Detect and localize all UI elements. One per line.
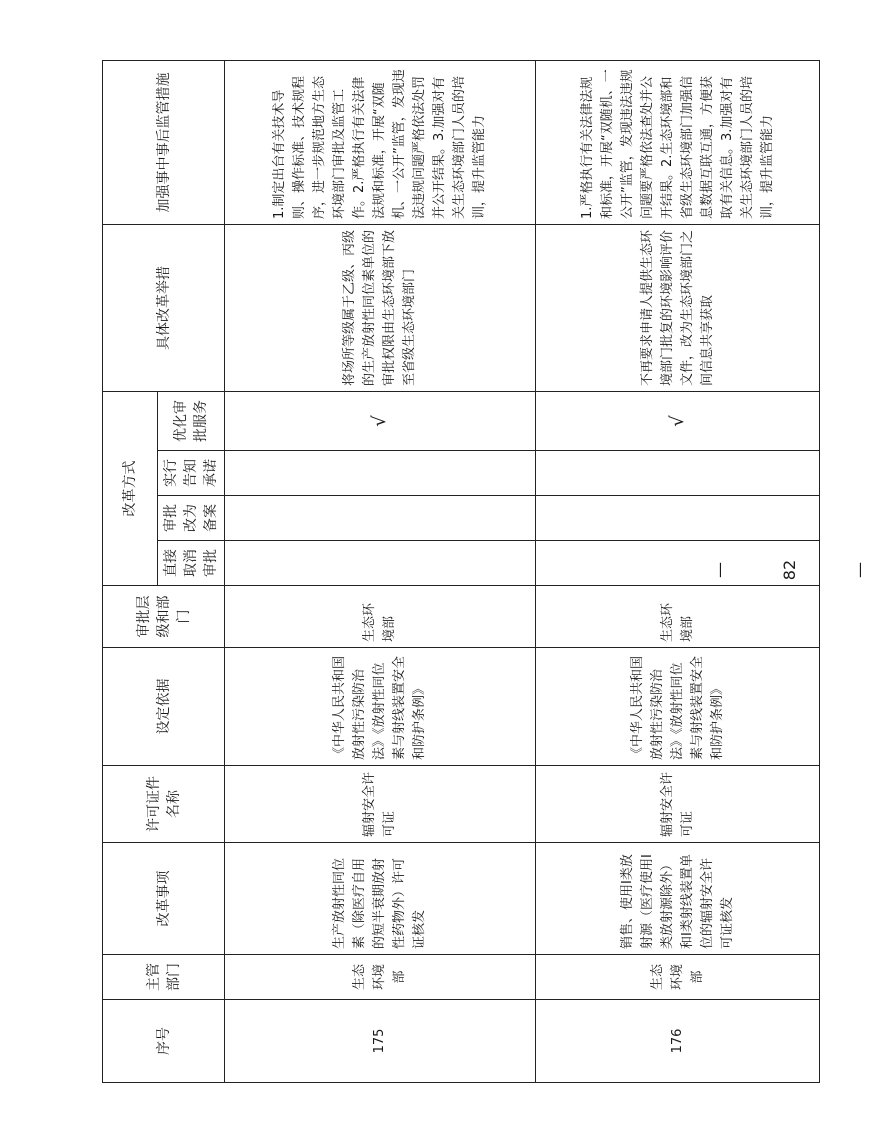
cell-optimize-check: √ bbox=[536, 392, 820, 451]
cell-basis: 《中华人民共和国放射性污染防治法》《放射性同位素与射线装置安全和防护条例》 bbox=[225, 648, 536, 766]
cell-notify bbox=[536, 451, 820, 496]
cell-supervision: 1.严格执行有关法律法规和标准，开展“双随机、一公开”监管，发现违法违规问题要严格依法查处并公开结果。2.生态环境部和省级生态环境部门加强信息数据互联互通，方便获取有关信息。3.加强对有关生态环境部门人员的培训，提升监管能力 bbox=[536, 61, 820, 225]
header-mode-notify: 实行告知承诺 bbox=[158, 451, 225, 496]
header-row-1 bbox=[103, 61, 158, 1083]
cell-item: 销售、使用Ⅰ类放射源（医疗使用Ⅰ类放射源除外）和Ⅰ类射线装置单位的辐射安全许可证核发 bbox=[536, 843, 820, 955]
cell-optimize-check: √ bbox=[225, 392, 536, 451]
cell-seq: 175 bbox=[225, 1000, 536, 1083]
cell-permit: 辐射安全许可证 bbox=[536, 766, 820, 843]
cell-filing bbox=[536, 496, 820, 541]
header-supervision: 加强事中事后监管措施 bbox=[103, 61, 225, 225]
header-basis: 设定依据 bbox=[103, 648, 225, 766]
page-number: — 82 — bbox=[710, 559, 869, 581]
table-row bbox=[225, 61, 536, 1083]
cell-permit: 辐射安全许可证 bbox=[225, 766, 536, 843]
header-seq: 序号 bbox=[103, 1000, 225, 1083]
cell-basis: 《中华人民共和国放射性污染防治法》《放射性同位素与射线装置安全和防护条例》 bbox=[536, 648, 820, 766]
cell-filing bbox=[225, 496, 536, 541]
cell-seq: 176 bbox=[536, 1000, 820, 1083]
cell-dept: 生态环境部 bbox=[225, 955, 536, 1000]
cell-measures: 将场所等级属于乙级、丙级的生产放射性同位素单位的审批权限由生态环境部下放至省级生态环境部门 bbox=[225, 225, 536, 392]
header-mode-cancel: 直接取消审批 bbox=[158, 541, 225, 586]
cell-item: 生产放射性同位素（除医疗自用的短半衰期放射性药物外）许可证核发 bbox=[225, 843, 536, 955]
header-dept: 主管部门 bbox=[103, 955, 225, 1000]
header-item: 改革事项 bbox=[103, 843, 225, 955]
cell-dept: 生态环境部 bbox=[536, 955, 820, 1000]
header-measures: 具体改革举措 bbox=[103, 225, 225, 392]
cell-measures: 不再要求申请人提供生态环境部门批复的环境影响评价文件，改为生态环境部门之间信息共享获取 bbox=[536, 225, 820, 392]
cell-approval-level: 生态环境部 bbox=[536, 586, 820, 648]
header-mode-filing: 审批改为备案 bbox=[158, 496, 225, 541]
header-mode: 改革方式 bbox=[103, 392, 158, 586]
cell-notify bbox=[225, 451, 536, 496]
cell-cancel bbox=[225, 541, 536, 586]
header-mode-optimize: 优化审批服务 bbox=[158, 392, 225, 451]
cell-supervision: 1.制定出台有关技术导则、操作标准、技术规程序，进一步规范地方生态环境部门审批及监管工作。2.严格执行有关法律法规和标准，开展“双随机、一公开”监管，发现违法违规问题严格依法处罚并公开结果。3.加强对有关生态环境部门人员的培训，提升监管能力 bbox=[225, 61, 536, 225]
header-permit: 许可证件名称 bbox=[103, 766, 225, 843]
cell-approval-level: 生态环境部 bbox=[225, 586, 536, 648]
header-approval-level: 审批层级和部门 bbox=[103, 586, 225, 648]
